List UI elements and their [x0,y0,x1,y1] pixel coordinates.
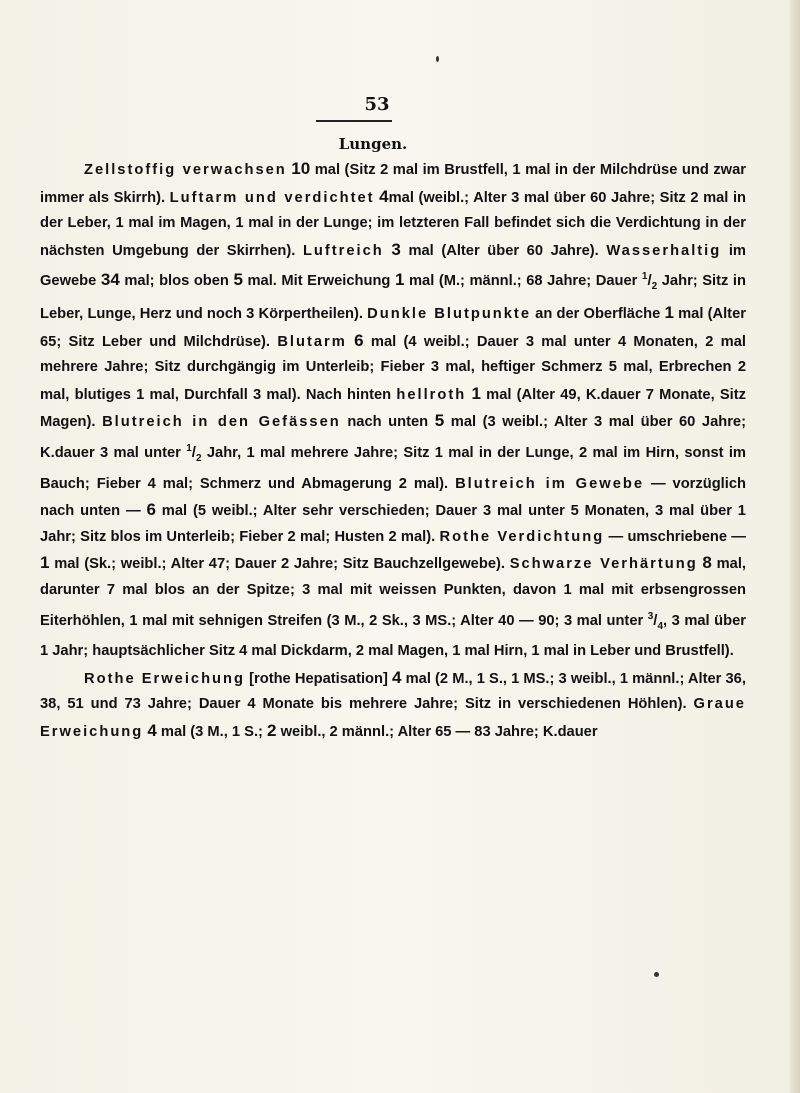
text-run: mal. Mit Erweichung [247,273,391,290]
body-text [40,156,746,745]
fraction-numerator: 1 [641,271,648,283]
term: Dunkle Blutpunkte [367,305,531,322]
count: 5 [434,411,445,431]
count: 8 [702,553,712,573]
count: 1 [40,553,50,573]
fraction-denominator: 2 [651,281,658,293]
term: Blutarm [277,333,347,350]
text-run: mal (5 weibl.; Alter sehr verschieden; Dauer 3 mal unter 5 Monaten, 3 mal über 1 Jahr; Sitz blos im Unterleib; Fieber 2 mal; Husten 2 mal). [40,503,746,545]
paragraph-1 [40,156,746,665]
text-run: , 3 mal über 1 Jahr; hauptsächlicher Sitz 4 mal Dickdarm, 2 mal Magen, 1 mal Hirn, 1 mal in Leber und Brustfell). [40,612,746,660]
text-run: — vorzüglich nach unten — [40,475,746,520]
text-run: mal (Sk.; weibl.; Alter 47; Dauer 2 Jahre; Sitz Bauchzellgewebe). [54,556,505,573]
fraction: $^1/_2$ [186,442,202,464]
count: 1 [471,383,481,403]
term: Wasserhaltig [606,242,722,259]
section-heading: Lungen. [338,135,408,153]
fraction-numerator: 1 [186,442,192,454]
count: 6 [354,330,364,350]
text-run: Jahr; Sitz in Leber, Lunge, Herz und noch 3 Körpertheilen). [40,273,746,322]
text-run: mal; blos oben [124,273,229,290]
text-run: mal (weibl.; Alter 3 mal über 60 Jahre; Sitz 2 mal in der Leber, 1 mal im Magen, 1 mal in der Lunge; im letzteren Fall befindet sich die Verdichtung in der nächsten Umgebung der Skirrhen). [40,189,746,259]
count: 34 [100,270,120,290]
term: Blutreich im Gewebe [455,475,645,492]
text-run: Jahr, 1 mal mehrere Jahre; Sitz 1 mal in der Lunge, 2 mal im Hirn, sonst im Bauch; Fieber 4 mal; Schmerz und Abmagerung 2 mal). [40,444,746,492]
fraction: $^1/_2$ [641,271,658,293]
term: Luftarm und verdichtet [169,189,375,206]
term: Rothe Verdichtung [439,528,605,545]
paragraph-2 [40,665,746,746]
text-run: mal (Alter über 60 Jahre). [408,242,599,259]
text-run: mal (4 weibl.; Dauer 3 mal unter 4 Monaten, 2 mal mehrere Jahre; Sitz durchgängig im Unterleib; Fieber 3 mal, heftiger Schmerz 5 mal, Erbrechen 2 mal, blutiges 1 mal, Durchfall 3 mal). Nach hinten [40,333,746,403]
count: 4 [379,186,389,206]
fraction: $^3/_4$ [647,610,664,632]
text-run: mal (3 M., 1 S.; [160,723,263,740]
text-run: [rothe Hepatisation] [249,670,388,687]
fraction-denominator: 2 [195,452,202,464]
page-number: 53 [364,94,390,115]
text-run: im Gewebe [40,242,746,290]
text-run: mal (2 M., 1 S., 1 MS.; 3 weibl., 1 männl.; Alter 36, 38, 51 und 73 Jahre; Dauer 4 Monate bis mehrere Jahre; Sitz in verschiedenen Höhlen). [40,670,746,713]
term: hellroth [396,386,467,403]
page-number-rule [316,120,392,122]
count: 1 [394,270,405,290]
fraction-denominator: 4 [657,620,664,632]
text-run: mal (Alter 49, K.dauer 7 Monate, Sitz Magen). [40,386,746,431]
count: 1 [664,302,674,322]
text-run: — umschriebene — [608,528,746,545]
term: Rothe Erweichung [84,670,245,687]
term: Blutreich in den Gefässen [102,414,341,431]
count: 3 [391,239,401,259]
count: 5 [233,270,243,290]
text-run: mal (Sitz 2 mal im Brustfell, 1 mal in der Milchdrüse und zwar immer als Skirrh). [40,162,746,206]
page-edge [790,0,800,1093]
text-run: mal (3 weibl.; Alter 3 mal über 60 Jahre; K.dauer 3 mal unter [40,414,746,461]
text-run: mal (Alter 65; Sitz Leber und Milchdrüse). [40,305,746,350]
text-run: mal, darunter 7 mal blos an der Spitze; 3 mal mit weissen Punkten, davon 1 mal mit erbsengrossen Eiterhöhlen, 1 mal mit sehnigen Streifen (3 M., 2 Sk., 3 MS.; Alter 40 — 90; 3 mal unter [40,556,746,629]
term: Zellstoffig verwachsen [84,162,287,178]
paper-speck [654,972,659,977]
count: 6 [146,500,156,520]
fraction-numerator: 3 [647,610,654,622]
count: 10 [291,159,311,178]
count: 2 [267,720,277,740]
text-run: an der Oberfläche [535,305,661,322]
text-run: mal (M.; männl.; 68 Jahre; Dauer [408,273,638,290]
count: 4 [147,720,157,740]
text-run: nach unten [347,414,429,431]
paper-speck [436,56,439,62]
term: Luftreich [302,242,384,259]
count: 4 [392,667,402,687]
text-run: weibl., 2 männl.; Alter 65 — 83 Jahre; K.dauer [280,723,598,740]
term: Graue Erweichung [40,696,746,740]
term: Schwarze Verhärtung [509,556,698,573]
